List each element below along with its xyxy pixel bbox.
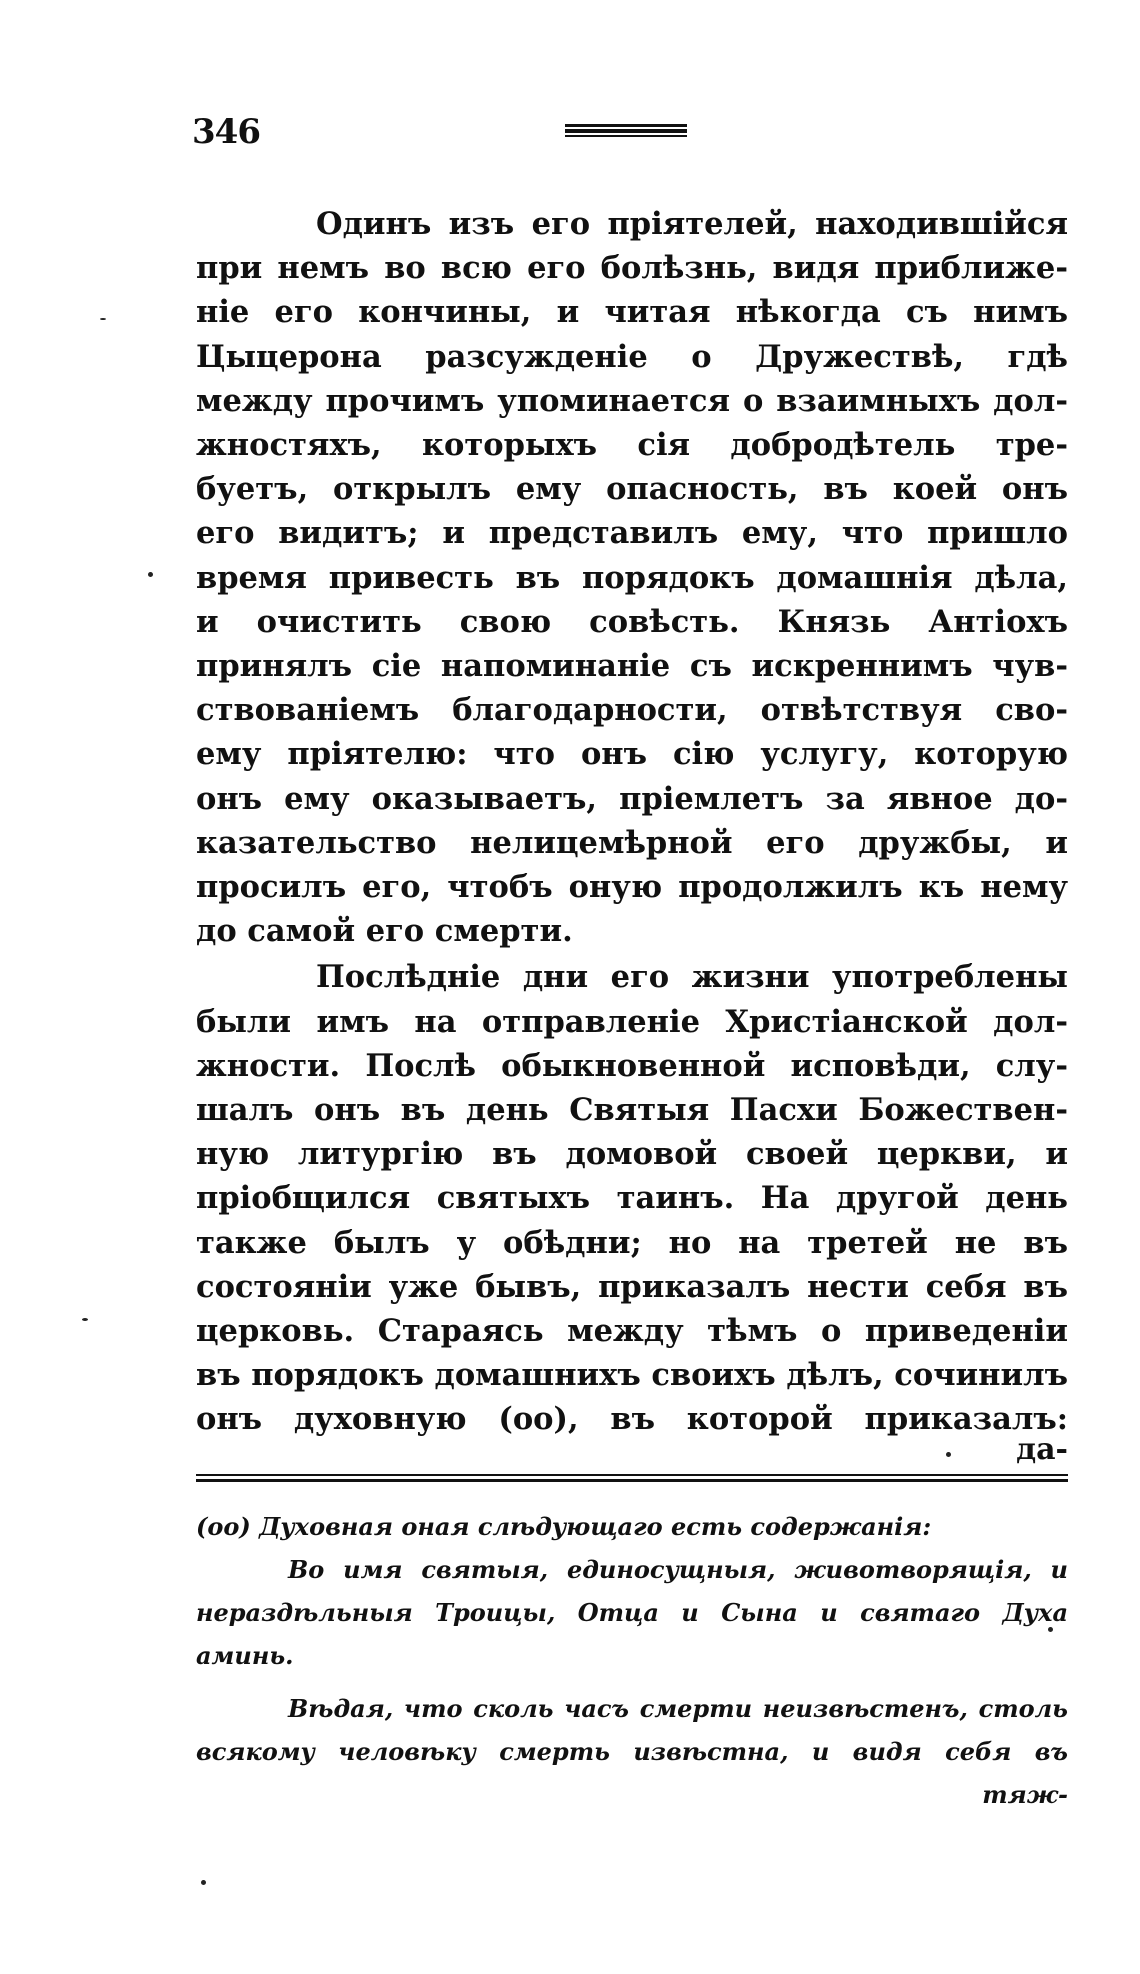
text-line: буетъ, открылъ ему опасность, въ коей онъ [196, 471, 1068, 508]
footnote-line: всякому человѣку смерть извѣстна, и видя себя въ [196, 1737, 1068, 1766]
text-line: церковь. Стараясь между тѣмъ о приведеніи [196, 1313, 1068, 1350]
footnote-line: Вѣдая, что сколь часъ смерти неизвѣстенъ, столь [288, 1694, 1068, 1723]
footnote-line: (оо) Духовная оная слѣдующаго есть содержанія: [196, 1512, 932, 1541]
footnote-divider [196, 1474, 1068, 1482]
text-line: онъ ему оказываетъ, пріемлетъ за явное до- [196, 780, 1068, 817]
text-line: шалъ онъ въ день Святыя Пасхи Божествен- [196, 1092, 1068, 1129]
text-line: между прочимъ упоминается о взаимныхъ дол- [196, 382, 1068, 419]
scan-speck [82, 1318, 88, 1321]
text-line: Цыцерона разсужденіе о Дружествѣ, гдѣ [196, 338, 1068, 375]
text-line: ствованіемъ благодарности, отвѣтствуя сво- [196, 692, 1068, 729]
footnote [196, 1505, 1068, 1816]
scan-speck [100, 318, 106, 320]
scan-speck [201, 1880, 206, 1885]
text-line: принялъ сіе напоминаніе съ искреннимъ чув- [196, 648, 1068, 685]
text-line: при немъ во всю его болѣзнь, видя приближе- [196, 250, 1068, 287]
text-line: Послѣдніе дни его жизни употреблены [316, 959, 1068, 996]
text-line: казательство нелицемѣрной его дружбы, и [196, 824, 1068, 861]
text-line: въ порядокъ домашнихъ своихъ дѣлъ, сочинилъ [196, 1357, 1068, 1394]
footnote-line: аминь. [196, 1641, 294, 1670]
text-line: жностяхъ, которыхъ сія добродѣтель тре- [196, 427, 1068, 464]
catchword: да- [1016, 1432, 1068, 1467]
text-line: просилъ его, чтобъ оную продолжилъ къ нему [196, 869, 1068, 906]
text-line: ніе его кончины, и читая нѣкогда съ нимъ [196, 294, 1068, 331]
text-line: также былъ у обѣдни; но на третей не въ [196, 1224, 1068, 1261]
text-line: жности. Послѣ обыкновенной исповѣди, слу- [196, 1047, 1068, 1084]
footnote-line: Во имя святыя, единосущныя, животворящія, и [288, 1555, 1068, 1584]
scan-speck [148, 572, 153, 577]
text-line: онъ духовную (оо), въ которой приказалъ: [196, 1401, 1068, 1438]
text-line: и очистить свою совѣсть. Князь Антіохъ [196, 603, 1068, 640]
text-line: были имъ на отправленіе Христіанской дол- [196, 1003, 1068, 1040]
main-text [196, 202, 1068, 1442]
page-number: 346 [192, 112, 260, 152]
text-line: состояніи уже бывъ, приказалъ нести себя въ [196, 1268, 1068, 1305]
scan-speck [946, 1452, 951, 1457]
text-line: время привесть въ порядокъ домашнія дѣла, [196, 559, 1068, 596]
text-line: ную литургію въ домовой своей церкви, и [196, 1136, 1068, 1173]
header-ornament-rule [565, 124, 687, 138]
paragraph-1 [196, 202, 1068, 953]
text-line: пріобщился святыхъ таинъ. На другой день [196, 1180, 1068, 1217]
footnote-catchword: тяж- [982, 1780, 1068, 1809]
text-line: до самой его смерти. [196, 913, 573, 950]
paragraph-2 [196, 955, 1068, 1441]
text-line: Одинъ изъ его пріятелей, находившійся [316, 206, 1068, 242]
scan-speck [1048, 1627, 1053, 1632]
text-line: ему пріятелю: что онъ сію услугу, которую [196, 736, 1068, 773]
footnote-line: нераздѣльныя Троицы, Отца и Сына и святаго Духа [196, 1598, 1068, 1627]
text-line: его видитъ; и представилъ ему, что пришло [196, 515, 1068, 552]
